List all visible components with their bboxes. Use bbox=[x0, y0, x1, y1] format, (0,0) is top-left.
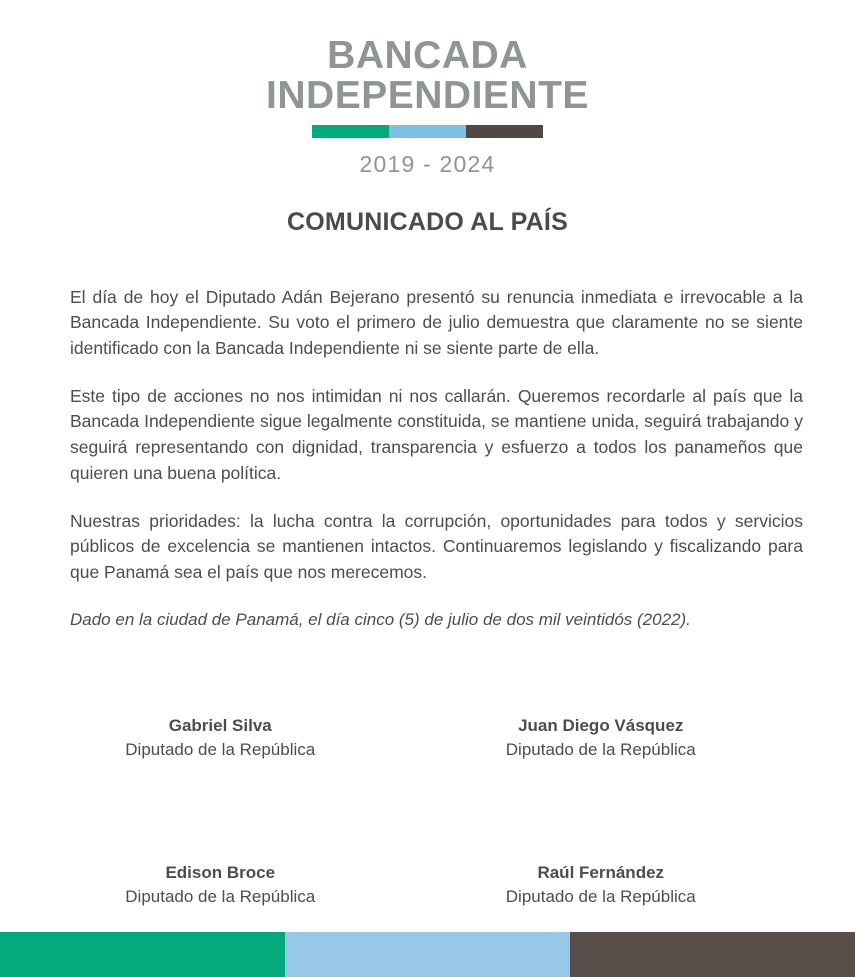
signatory-edison-broce bbox=[70, 861, 437, 908]
logo-bar-segment-brown bbox=[466, 125, 543, 138]
signatory-gabriel-silva bbox=[70, 714, 437, 761]
signatory-name: Gabriel Silva bbox=[168, 716, 272, 736]
logo-bar-segment-blue bbox=[389, 125, 466, 138]
logo-title-line-2: INDEPENDIENTE bbox=[266, 73, 589, 117]
signatory-juan-diego-vasquez bbox=[437, 714, 804, 761]
signatory-role: Diputado de la República bbox=[505, 739, 696, 759]
footer-bar-segment-blue bbox=[285, 932, 570, 977]
signature-row-1 bbox=[0, 714, 855, 761]
footer-bar-segment-brown bbox=[570, 932, 855, 977]
logo-term-years: 2019 - 2024 bbox=[359, 150, 496, 177]
signatory-role: Diputado de la República bbox=[125, 886, 316, 906]
signatory-raul-fernandez bbox=[437, 861, 804, 908]
footer-bar-segment-green bbox=[0, 932, 285, 977]
dateline-text: Dado en la ciudad de Panamá, el día cinco (5) de julio de dos mil veintidós (2022). bbox=[70, 609, 691, 629]
page-title: COMUNICADO AL PAÍS bbox=[287, 207, 568, 236]
signature-row-2 bbox=[0, 861, 855, 908]
logo-title-line-1: BANCADA bbox=[327, 34, 528, 77]
organization-logo bbox=[0, 0, 855, 178]
communique-body bbox=[0, 237, 855, 633]
signatory-name: Juan Diego Vásquez bbox=[518, 716, 684, 736]
logo-color-bar bbox=[312, 125, 544, 138]
signatory-role: Diputado de la República bbox=[125, 739, 316, 759]
body-paragraph-1: El día de hoy el Diputado Adán Bejerano presentó su renuncia inmediata e irrevocable a la Bancada Independiente. Su voto el primero de julio demuestra que claramente no se siente identificado con la Bancada Independiente ni se siente parte de ella. bbox=[70, 286, 803, 358]
logo-bar-segment-green bbox=[312, 125, 389, 138]
footer-color-bar bbox=[0, 932, 855, 977]
signatory-name: Raúl Fernández bbox=[537, 863, 665, 883]
signature-block bbox=[0, 714, 855, 908]
signatory-role: Diputado de la República bbox=[505, 886, 696, 906]
body-paragraph-3: Nuestras prioridades: la lucha contra la corrupción, oportunidades para todos y servicios públicos de excelencia se mantienen intactos. Continuaremos legislando y fiscalizando para que Panamá sea el país que nos merecemos. bbox=[70, 510, 803, 582]
body-paragraph-2: Este tipo de acciones no nos intimidan ni nos callarán. Queremos recordarle al país que la Bancada Independiente sigue legalmente constituida, se mantiene unida, seguirá trabajando y seguirá representando con dignidad, transparencia y esfuerzo a todos los panameños que quieren una buena política. bbox=[70, 385, 803, 483]
signatory-name: Edison Broce bbox=[165, 863, 276, 883]
